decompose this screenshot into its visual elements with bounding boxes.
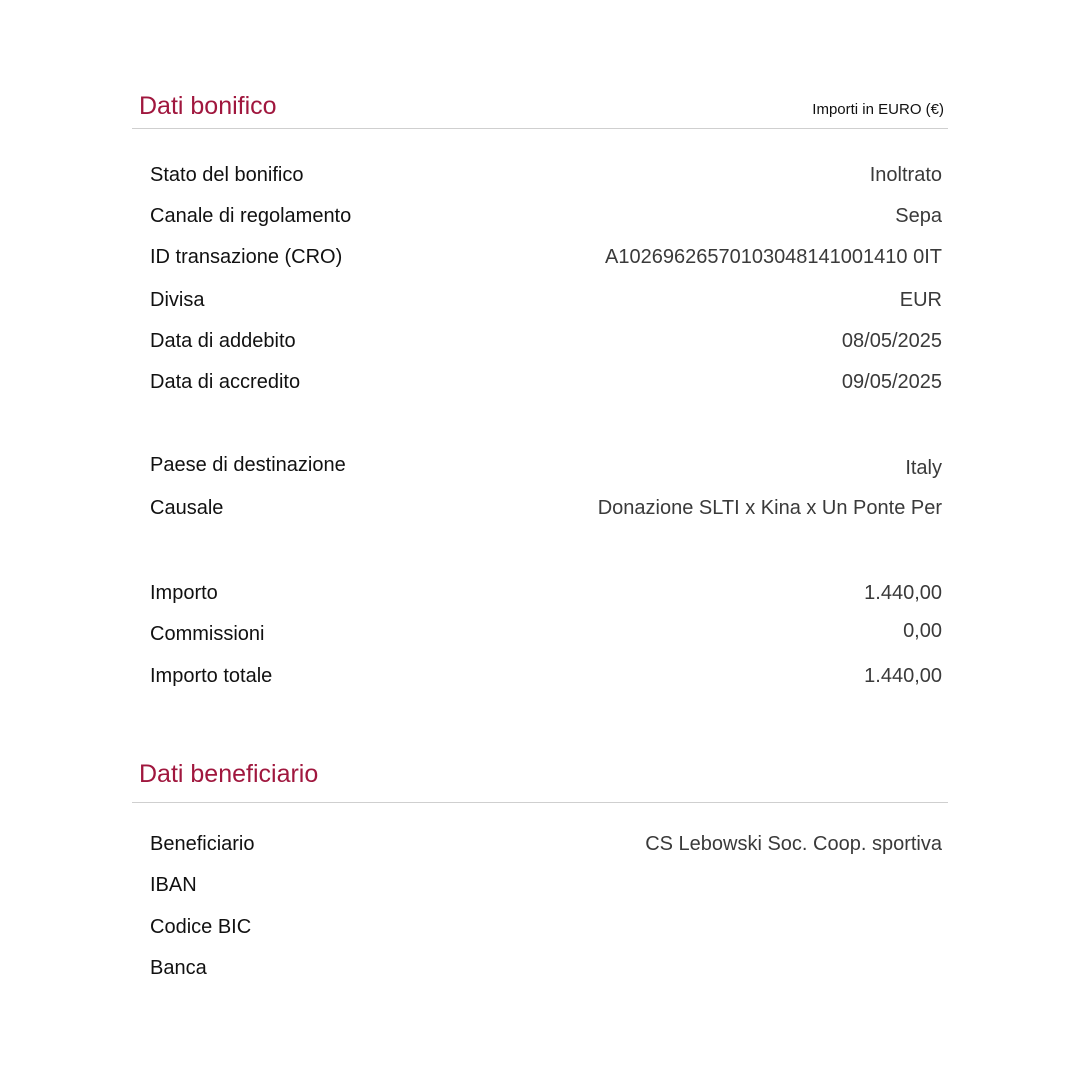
row-importo <box>150 582 942 612</box>
row-data-accredito <box>150 371 942 401</box>
row-value: 0,00 <box>903 620 942 642</box>
row-label: IBAN <box>150 874 197 896</box>
row-value: Donazione SLTI x Kina x Un Ponte Per <box>597 497 942 519</box>
row-label: ID transazione (CRO) <box>150 246 343 268</box>
row-label: Beneficiario <box>150 833 255 855</box>
row-canale-regolamento <box>150 205 942 235</box>
row-label: Paese di destinazione <box>150 454 346 476</box>
row-label: Data di addebito <box>150 330 296 352</box>
row-label: Banca <box>150 957 207 979</box>
row-paese-destinazione <box>150 454 942 484</box>
row-value: Inoltrato <box>869 164 942 186</box>
row-value: EUR <box>899 289 942 311</box>
row-label: Codice BIC <box>150 916 252 938</box>
row-id-transazione <box>150 246 942 276</box>
currency-note: Importi in EURO (€) <box>812 101 944 118</box>
row-value: CS Lebowski Soc. Coop. sportiva <box>645 833 942 855</box>
row-label: Stato del bonifico <box>150 164 304 186</box>
row-label: Importo <box>150 582 218 604</box>
transfer-section-title: Dati bonifico <box>139 92 277 120</box>
row-iban <box>150 874 942 904</box>
row-banca <box>150 957 942 987</box>
row-value: Italy <box>905 457 942 479</box>
row-label: Data di accredito <box>150 371 301 393</box>
row-stato-bonifico <box>150 164 942 194</box>
row-beneficiario <box>150 833 942 863</box>
row-value: Sepa <box>895 205 942 227</box>
row-divisa <box>150 289 942 319</box>
row-value: A10269626570103048141001410 0IT <box>605 246 942 268</box>
row-importo-totale <box>150 665 942 695</box>
row-value: 09/05/2025 <box>841 371 942 393</box>
beneficiary-section-header <box>132 756 948 803</box>
row-label: Divisa <box>150 289 205 311</box>
row-causale <box>150 497 942 527</box>
row-value: 08/05/2025 <box>841 330 942 352</box>
beneficiary-section-title: Dati beneficiario <box>139 760 319 788</box>
row-label: Causale <box>150 497 224 519</box>
row-label: Importo totale <box>150 665 273 687</box>
row-label: Canale di regolamento <box>150 205 352 227</box>
row-commissioni <box>150 620 942 653</box>
row-value: 1.440,00 <box>864 582 942 604</box>
row-label: Commissioni <box>150 623 265 645</box>
row-codice-bic <box>150 916 942 946</box>
row-data-addebito <box>150 330 942 360</box>
row-value: 1.440,00 <box>864 665 942 687</box>
transfer-section-header <box>132 88 948 129</box>
